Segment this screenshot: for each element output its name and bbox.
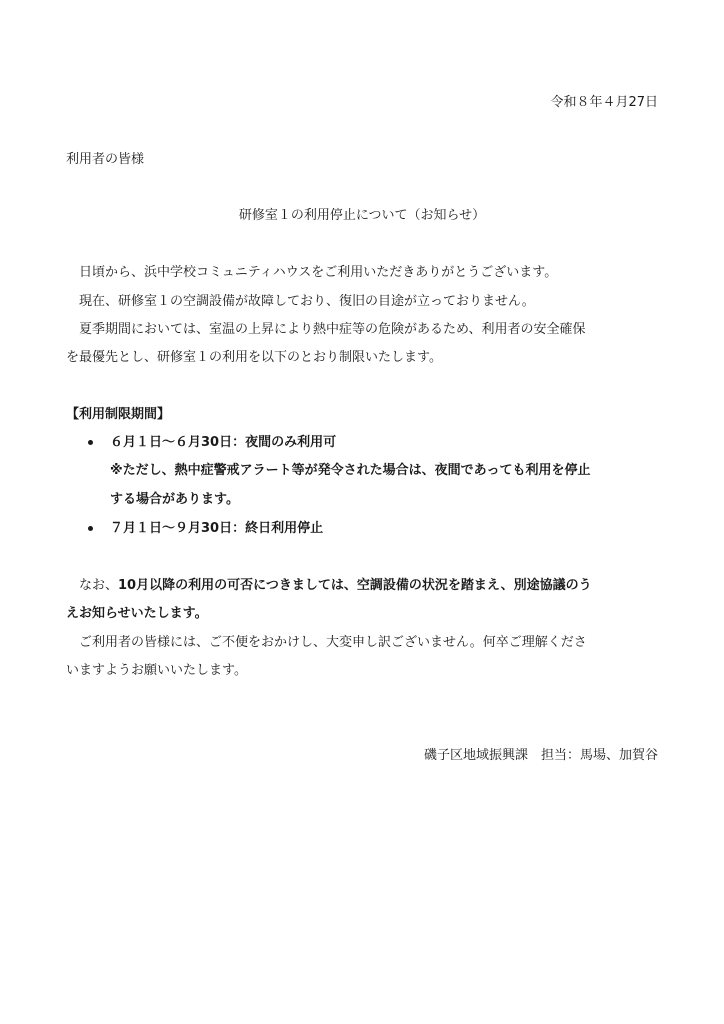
document-title: 研修室１の利用停止について（お知らせ） xyxy=(238,208,486,223)
closing-paragraph-2-line-1: ご利用者の皆様には、ご不便をおかけし、大変申し訳ございません。何卒ご理解くださ xyxy=(66,635,587,650)
signature: 磯子区地域振興課 担当：馬場、加賀谷 xyxy=(423,748,658,763)
document-date: 令和８年４月27日 xyxy=(550,95,658,110)
body-paragraph-3-line-1: 夏季期間においては、室温の上昇により熱中症等の危険があるため、利用者の安全確保 xyxy=(66,322,586,337)
body-paragraph-2: 現在、研修室１の空調設備が故障しており、復旧の目途が立っておりません。 xyxy=(66,294,535,309)
bullet-icon xyxy=(88,440,93,445)
closing-paragraph-2-line-2: いますようお願いいたします。 xyxy=(66,663,247,678)
addressee: 利用者の皆様 xyxy=(66,152,145,167)
closing-prefix: なお、 xyxy=(66,578,119,593)
closing-paragraph-1-line-2: えお知らせいたします。 xyxy=(66,606,208,621)
body-paragraph-3-line-2: を最優先とし、研修室１の利用を以下のとおり制限いたします。 xyxy=(66,350,442,365)
section-heading: 【利用制限期間】 xyxy=(66,407,171,422)
body-paragraph-1: 日頃から、浜中学校コミュニティハウスをご利用いただきありがとうございます。 xyxy=(66,265,558,280)
restriction-item-1: ６月１日〜６月30日：夜間のみ利用可 xyxy=(110,435,337,450)
restriction-item-2: ７月１日〜９月30日：終日利用停止 xyxy=(110,521,324,536)
restriction-note-line-2: する場合があります。 xyxy=(110,492,239,507)
restriction-note-line-1: ※ただし、熱中症警戒アラート等が発令された場合は、夜間であっても利用を停止 xyxy=(110,463,591,478)
closing-bold-text: 10月以降の利用の可否につきましては、空調設備の状況を踏まえ、別途協議のう xyxy=(118,578,592,593)
closing-paragraph-1-line-1 xyxy=(66,577,592,594)
bullet-icon xyxy=(88,526,93,531)
